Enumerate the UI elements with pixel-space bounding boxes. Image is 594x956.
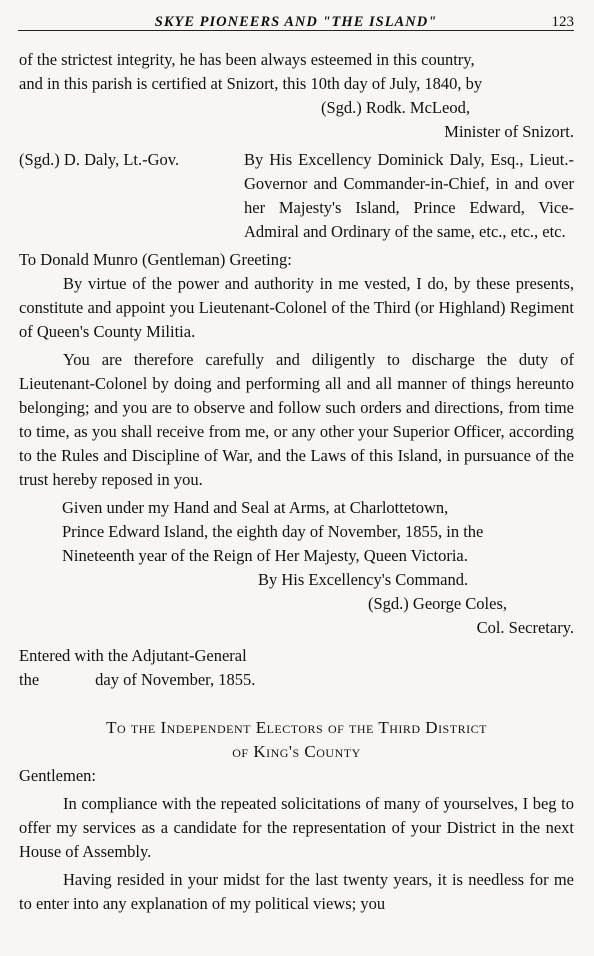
entered-prefix: the <box>19 670 40 689</box>
paragraph: Having resided in your midst for the last twenty years, it is needless for me to enter into any explanation of my political views; you <box>19 870 574 913</box>
entered-date: day of November, 1855. <box>95 670 256 689</box>
governor-block <box>19 148 574 244</box>
signature-title: Minister of Snizort. <box>444 122 574 141</box>
governor-signature: (Sgd.) D. Daly, Lt.-Gov. <box>19 150 180 169</box>
command-line: By His Excellency's Command. <box>258 570 469 589</box>
paragraph: In compliance with the repeated solicitations of many of yourselves, I beg to offer my services as a candidate for the representation of your District in the next House of Assembly. <box>19 794 574 861</box>
salutation: Gentlemen: <box>19 766 96 785</box>
entered-line: Entered with the Adjutant-General <box>19 646 247 665</box>
greeting: To Donald Munro (Gentleman) Greeting: <box>19 250 292 269</box>
page-body <box>19 48 574 916</box>
given-under-block <box>19 496 574 568</box>
entered-line <box>19 668 574 692</box>
heading-line: To the Independent Electors of the Third District <box>106 718 487 737</box>
paragraph: You are therefore carefully and diligently to discharge the duty of Lieutenant-Colonel by doing and performing all and all manner of things hereunto belonging; and you are to observe and follow such orders and directions, from time to time, as you shall receive from me, or any other your Superior Officer, according to the Rules and Discipline of War, and the Laws of this Island, in pursuance of the trust hereby reposed in you. <box>19 350 574 489</box>
heading-line: of King's County <box>232 742 361 761</box>
signature-mcleod: (Sgd.) Rodk. McLeod, <box>321 98 470 117</box>
text-line: Nineteenth year of the Reign of Her Majesty, Queen Victoria. <box>62 546 468 565</box>
address-heading <box>19 716 574 764</box>
text-line: Prince Edward Island, the eighth day of November, 1855, in the <box>62 522 484 541</box>
governor-title-text: By His Excellency Dominick Daly, Esq., Lieut.-Governor and Commander-in-Chief, in and over her Majesty's Island, Prince Edward, Vice-Admiral and Ordinary of the same, etc., etc., etc. <box>244 150 574 241</box>
text-line: Given under my Hand and Seal at Arms, at Charlottetown, <box>62 498 449 517</box>
running-title: SKYE PIONEERS AND "THE ISLAND" <box>154 14 438 30</box>
signature-title: Col. Secretary. <box>476 618 574 637</box>
page-number: 123 <box>551 14 574 30</box>
text-line: and in this parish is certified at Snizort, this 10th day of July, 1840, by <box>19 74 483 93</box>
page-header <box>18 4 574 31</box>
paragraph: By virtue of the power and authority in me vested, I do, by these presents, constitute and appoint you Lieutenant-Colonel of the Third (or Highland) Regiment of Queen's County Militia. <box>19 274 574 341</box>
text-line: of the strictest integrity, he has been always esteemed in this country, <box>19 50 475 69</box>
signature-coles: (Sgd.) George Coles, <box>368 594 508 613</box>
